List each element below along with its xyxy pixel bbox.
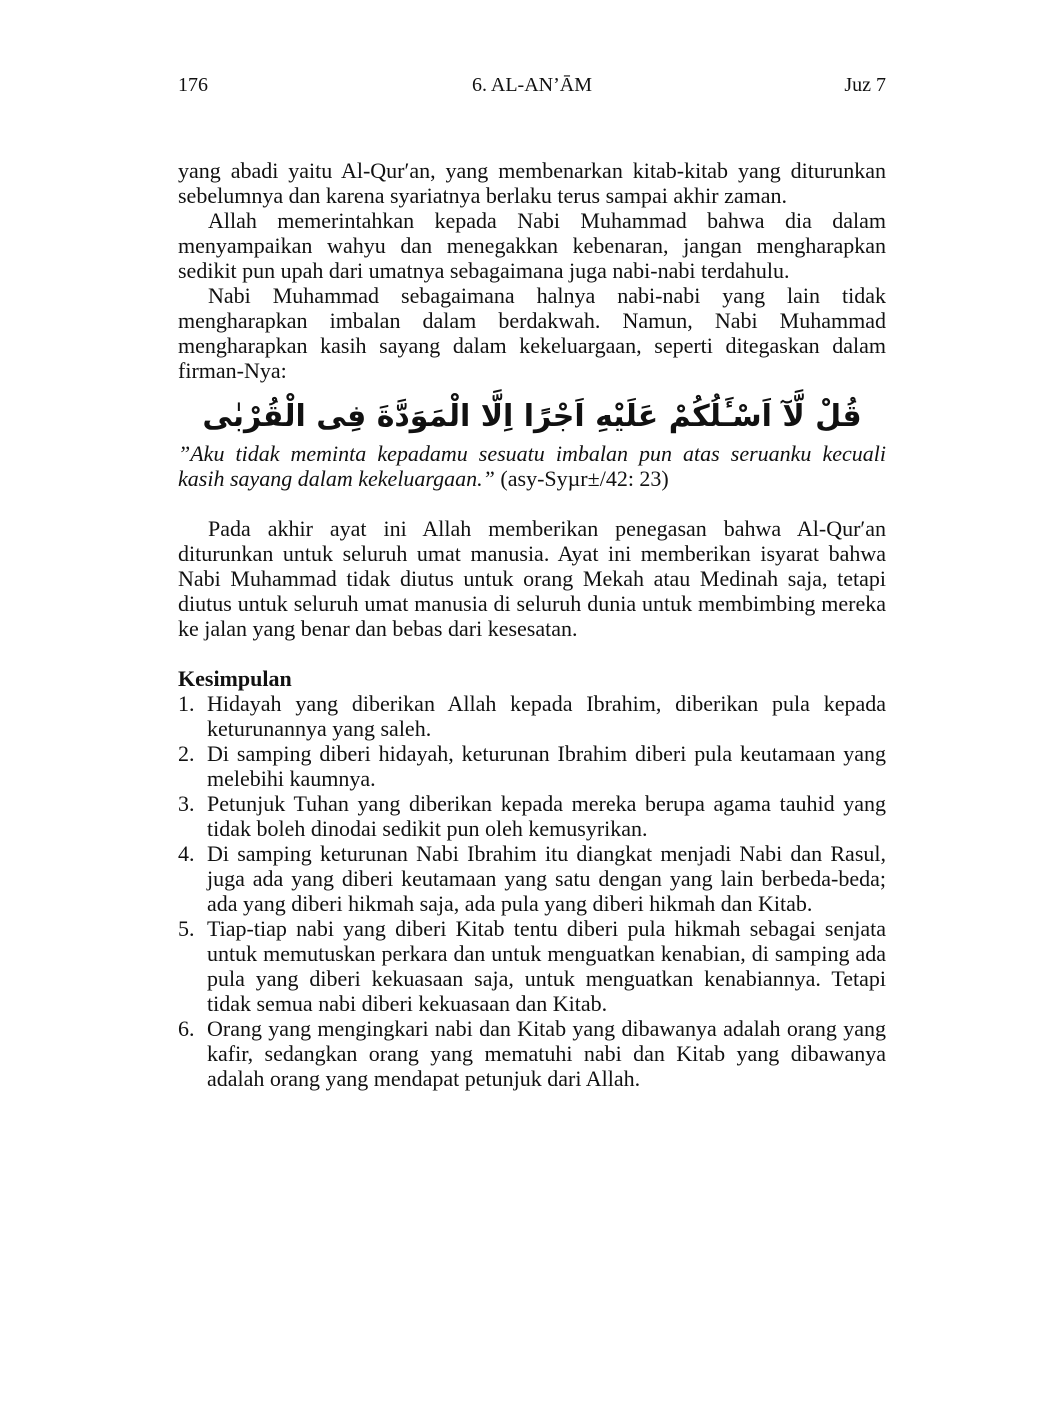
page-number: 176 [178, 74, 208, 96]
list-item-number: 5. [178, 916, 195, 941]
paragraph-4: Pada akhir ayat ini Allah memberikan penegasan bahwa Al-Qur′an diturunkan untuk seluruh umat manusia. Ayat ini memberikan isyarat bahwa Nabi Muhammad tidak diutus untuk orang Mekah atau Medinah saja, tetapi diutus untuk seluruh umat manusia di seluruh dunia untuk membimbing mereka ke jalan yang benar dan bebas dari kesesatan. [178, 516, 886, 641]
list-item-number: 3. [178, 791, 195, 816]
list-item-number: 2. [178, 741, 195, 766]
page-header [178, 74, 886, 104]
list-item-text: Tiap-tiap nabi yang diberi Kitab tentu diberi pula hikmah sebagai senjata untuk memutuskan perkara dan untuk menguatkan kenabian, di samping ada pula yang diberi kekuasaan saja, untuk menguatkan kenabiannya. Tetapi tidak semua nabi diberi kekuasaan dan Kitab. [207, 916, 886, 1016]
list-item [178, 791, 886, 841]
list-item [178, 691, 886, 741]
list-item-text: Hidayah yang diberikan Allah kepada Ibrahim, diberikan pula kepada keturunannya yang saleh. [207, 691, 886, 741]
translation-text: ”Aku tidak meminta kepadamu sesuatu imbalan pun atas seruanku kecuali kasih sayang dalam kekeluargaan.” [178, 441, 886, 491]
list-item-text: Petunjuk Tuhan yang diberikan kepada mereka berupa agama tauhid yang tidak boleh dinodai sedikit pun oleh kemusyrikan. [207, 791, 886, 841]
arabic-verse: قُلْ لَّآ اَسْـَٔلُكُمْ عَلَيْهِ اَجْرًا اِلَّا الْمَوَدَّةَ فِى الْقُرْبٰى [202, 399, 862, 434]
conclusion-list [178, 691, 886, 1091]
list-item-number: 4. [178, 841, 195, 866]
list-item [178, 841, 886, 916]
list-item [178, 916, 886, 1016]
paragraph-1: yang abadi yaitu Al-Qur′an, yang membenarkan kitab-kitab yang diturunkan sebelumnya dan karena syariatnya berlaku terus sampai akhir zaman. [178, 158, 886, 208]
verse-translation [178, 441, 886, 491]
list-item [178, 1016, 886, 1091]
juz-label: Juz 7 [844, 74, 886, 96]
list-item-number: 1. [178, 691, 195, 716]
verse-reference: (asy-Syµr±/42: 23) [494, 466, 669, 491]
list-item-text: Orang yang mengingkari nabi dan Kitab yang dibawanya adalah orang yang kafir, sedangkan orang yang mematuhi nabi dan Kitab yang dibawanya adalah orang yang mendapat petunjuk dari Allah. [207, 1016, 886, 1091]
list-item-number: 6. [178, 1016, 195, 1041]
spacer [178, 641, 886, 666]
paragraph-2: Allah memerintahkan kepada Nabi Muhammad bahwa dia dalam menyampaikan wahyu dan menegakkan kebenaran, jangan mengharapkan sedikit pun upah dari umatnya sebagaimana juga nabi-nabi terdahulu. [178, 208, 886, 283]
page-body [178, 158, 886, 1091]
spacer [178, 491, 886, 516]
list-item-text: Di samping keturunan Nabi Ibrahim itu diangkat menjadi Nabi dan Rasul, juga ada yang diberi keutamaan yang satu dengan yang lain berbeda-beda; ada yang diberi hikmah saja, ada pula yang diberi hikmah dan Kitab. [207, 841, 886, 916]
chapter-title: 6. AL-AN’ĀM [472, 74, 592, 96]
paragraph-3: Nabi Muhammad sebagaimana halnya nabi-nabi yang lain tidak mengharapkan imbalan dalam berdakwah. Namun, Nabi Muhammad mengharapkan kasih sayang dalam kekeluargaan, seperti ditegaskan dalam firman-Nya: [178, 283, 886, 383]
conclusion-heading: Kesimpulan [178, 666, 292, 691]
list-item-text: Di samping diberi hidayah, keturunan Ibrahim diberi pula keutamaan yang melebihi kaumnya. [207, 741, 886, 791]
list-item [178, 741, 886, 791]
